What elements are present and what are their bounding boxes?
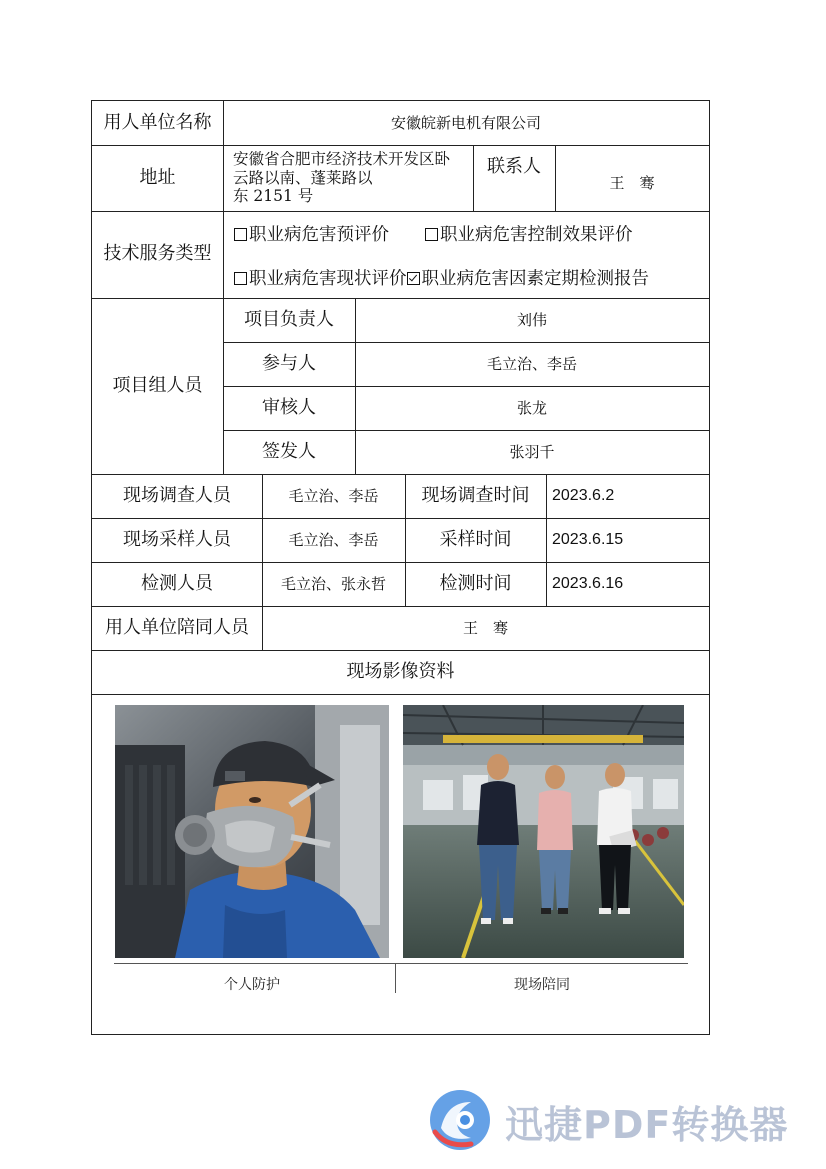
testing-time-value: 2023.6.16 bbox=[552, 575, 624, 592]
testing-time-label: 检测时间 bbox=[439, 572, 512, 594]
contact-value: 王 骞 bbox=[609, 173, 655, 192]
testing-staff-value: 毛立治、张永哲 bbox=[280, 574, 386, 593]
employer-label: 用人单位名称 bbox=[103, 111, 212, 133]
address-label: 地址 bbox=[139, 166, 176, 188]
employer-value: 安徽皖新电机有限公司 bbox=[390, 113, 541, 132]
service-option: 职业病危害预评价 bbox=[234, 221, 389, 246]
sampling-time-value: 2023.6.15 bbox=[552, 531, 624, 548]
contact-label: 联系人 bbox=[487, 155, 541, 177]
photo-caption: 现场陪同 bbox=[514, 977, 570, 993]
watermark bbox=[427, 1088, 817, 1152]
checkbox-icon bbox=[234, 272, 247, 285]
address-value bbox=[223, 145, 473, 211]
photo-caption: 个人防护 bbox=[224, 977, 280, 993]
team-member: 张羽千 bbox=[509, 442, 555, 461]
site-escort-photo bbox=[403, 705, 684, 958]
testing-staff-label: 检测人员 bbox=[141, 572, 213, 594]
survey-staff-label: 现场调查人员 bbox=[123, 484, 231, 506]
service-option: 职业病危害控制效果评价 bbox=[425, 221, 633, 246]
team-role: 项目负责人 bbox=[244, 308, 334, 330]
address-line: 云路以南、蓬莱路以 bbox=[233, 168, 373, 187]
survey-record-form bbox=[91, 100, 710, 1035]
pdf-converter-logo-icon bbox=[427, 1088, 493, 1152]
survey-time-value: 2023.6.2 bbox=[552, 487, 615, 504]
sampling-staff-label: 现场采样人员 bbox=[123, 528, 231, 550]
escort-label: 用人单位陪同人员 bbox=[105, 616, 249, 638]
checkbox-icon bbox=[234, 228, 247, 241]
address-line: 安徽省合肥市经济技术开发区卧 bbox=[233, 150, 451, 169]
caption-divider bbox=[395, 963, 396, 993]
survey-time-label: 现场调查时间 bbox=[421, 484, 530, 506]
escort-value: 王 骞 bbox=[462, 618, 508, 637]
row-divider bbox=[92, 694, 709, 695]
team-member: 毛立治、李岳 bbox=[486, 354, 577, 373]
team-label: 项目组人员 bbox=[112, 374, 203, 396]
media-section-title: 现场影像资料 bbox=[346, 660, 455, 682]
address-line: 东 2151 号 bbox=[233, 187, 314, 206]
survey-staff-value: 毛立治、李岳 bbox=[288, 486, 379, 505]
watermark-text: 迅捷PDF转换器 bbox=[505, 1103, 789, 1147]
checkbox-icon bbox=[425, 228, 438, 241]
team-member: 张龙 bbox=[516, 398, 547, 417]
team-member: 刘伟 bbox=[516, 310, 547, 329]
service-option: 职业病危害现状评价 职业病危害因素定期检测报告 bbox=[234, 265, 649, 290]
team-role: 审核人 bbox=[262, 396, 316, 418]
team-role: 签发人 bbox=[262, 440, 316, 462]
checked-checkbox-icon bbox=[407, 272, 420, 285]
personal-protection-photo bbox=[115, 705, 389, 958]
team-role: 参与人 bbox=[262, 352, 316, 374]
service-type-label: 技术服务类型 bbox=[103, 243, 212, 265]
sampling-staff-value: 毛立治、李岳 bbox=[288, 530, 379, 549]
caption-rule bbox=[114, 963, 688, 964]
sampling-time-label: 采样时间 bbox=[439, 528, 512, 550]
